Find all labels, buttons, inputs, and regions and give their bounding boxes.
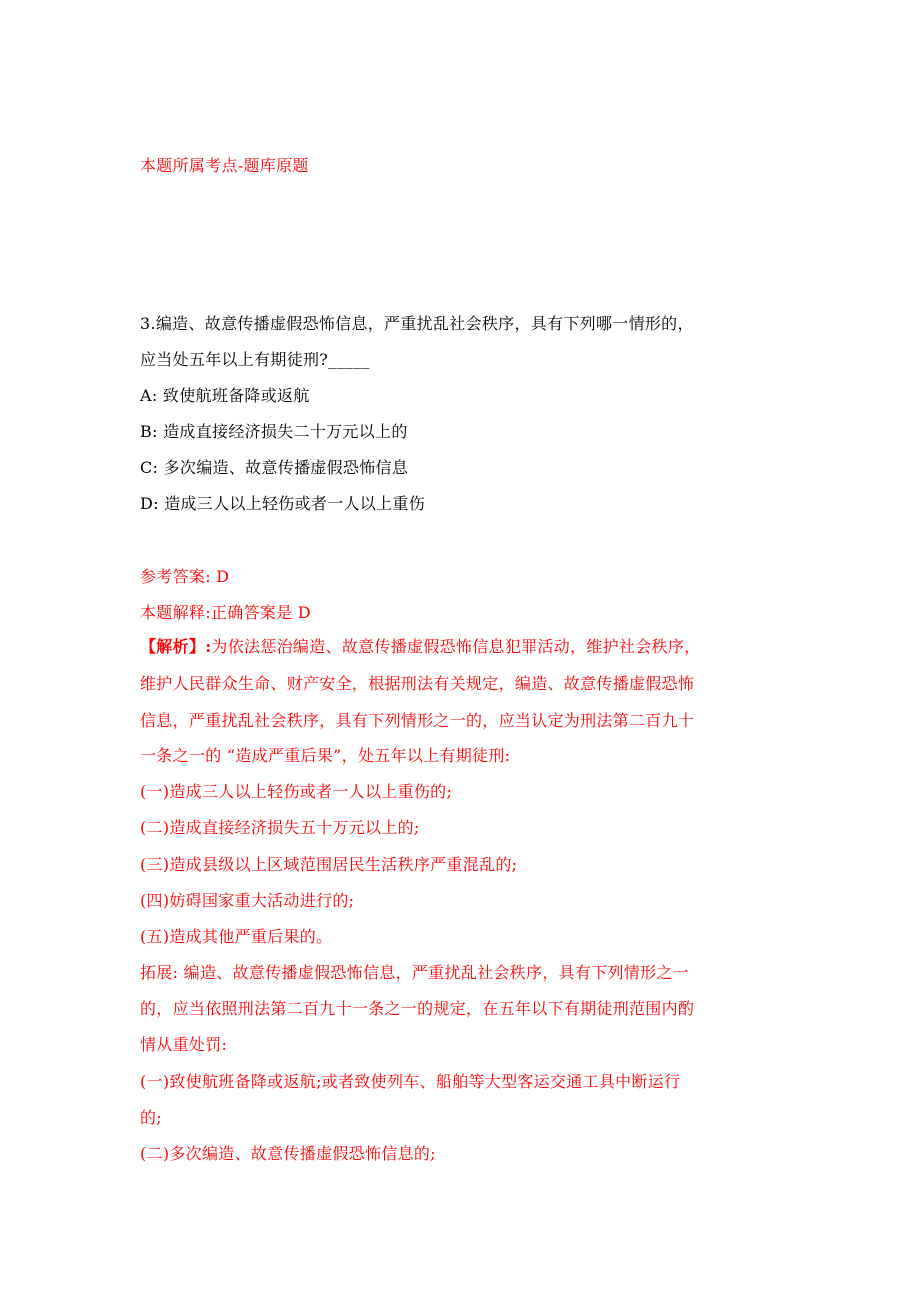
option-c: C: 多次编造、故意传播虚假恐怖信息 [140, 458, 409, 477]
explanation-title: 本题解释:正确答案是 D [140, 603, 311, 622]
extension-line: 拓展: 编造、故意传播虚假恐怖信息，严重扰乱社会秩序，具有下列情形之一 [140, 963, 689, 982]
extension-line: (一)致使航班备降或返航;或者致使列车、船舶等大型客运交通工具中断运行 [140, 1072, 681, 1091]
analysis-body-line: 信息，严重扰乱社会秩序，具有下列情形之一的，应当认定为刑法第二百九十 [140, 711, 695, 730]
analysis-label: 【解析】: [140, 637, 212, 656]
analysis-body-line: (三)造成县级以上区域范围居民生活秩序严重混乱的; [140, 855, 518, 874]
extension-line: 情从重处罚: [140, 1035, 228, 1054]
analysis-body-line: (二)造成直接经济损失五十万元以上的; [140, 818, 420, 837]
question-text-line-1: 3.编造、故意传播虚假恐怖信息，严重扰乱社会秩序，具有下列哪一情形的， [140, 314, 694, 333]
option-d: D: 造成三人以上轻伤或者一人以上重伤 [140, 494, 426, 513]
analysis-body-line: 一条之一的 “造成严重后果”，处五年以上有期徒刑: [140, 746, 511, 765]
analysis-body-line: (四)妨碍国家重大活动进行的; [140, 891, 355, 910]
question-text-line-2: 应当处五年以上有期徒刑?_____ [140, 350, 370, 369]
reference-answer: 参考答案: D [140, 567, 230, 586]
analysis-body-line: (五)造成其他严重后果的。 [140, 927, 333, 946]
extension-line: 的; [140, 1108, 162, 1127]
analysis-body-line: 维护人民群众生命、财产安全，根据刑法有关规定，编造、故意传播虚假恐怖 [140, 674, 695, 693]
analysis-body-line: (一)造成三人以上轻伤或者一人以上重伤的; [140, 782, 453, 801]
analysis-line-1 [140, 637, 700, 657]
source-tag: 本题所属考点-题库原题 [140, 156, 309, 175]
extension-line: 的，应当依照刑法第二百九十一条之一的规定，在五年以下有期徒刑范围内酌 [140, 999, 695, 1018]
extension-line: (二)多次编造、故意传播虚假恐怖信息的; [140, 1144, 436, 1163]
option-a: A: 致使航班备降或返航 [140, 386, 310, 405]
option-b: B: 造成直接经济损失二十万元以上的 [140, 422, 408, 441]
analysis-text: 为依法惩治编造、故意传播虚假恐怖信息犯罪活动，维护社会秩序， [211, 637, 701, 656]
